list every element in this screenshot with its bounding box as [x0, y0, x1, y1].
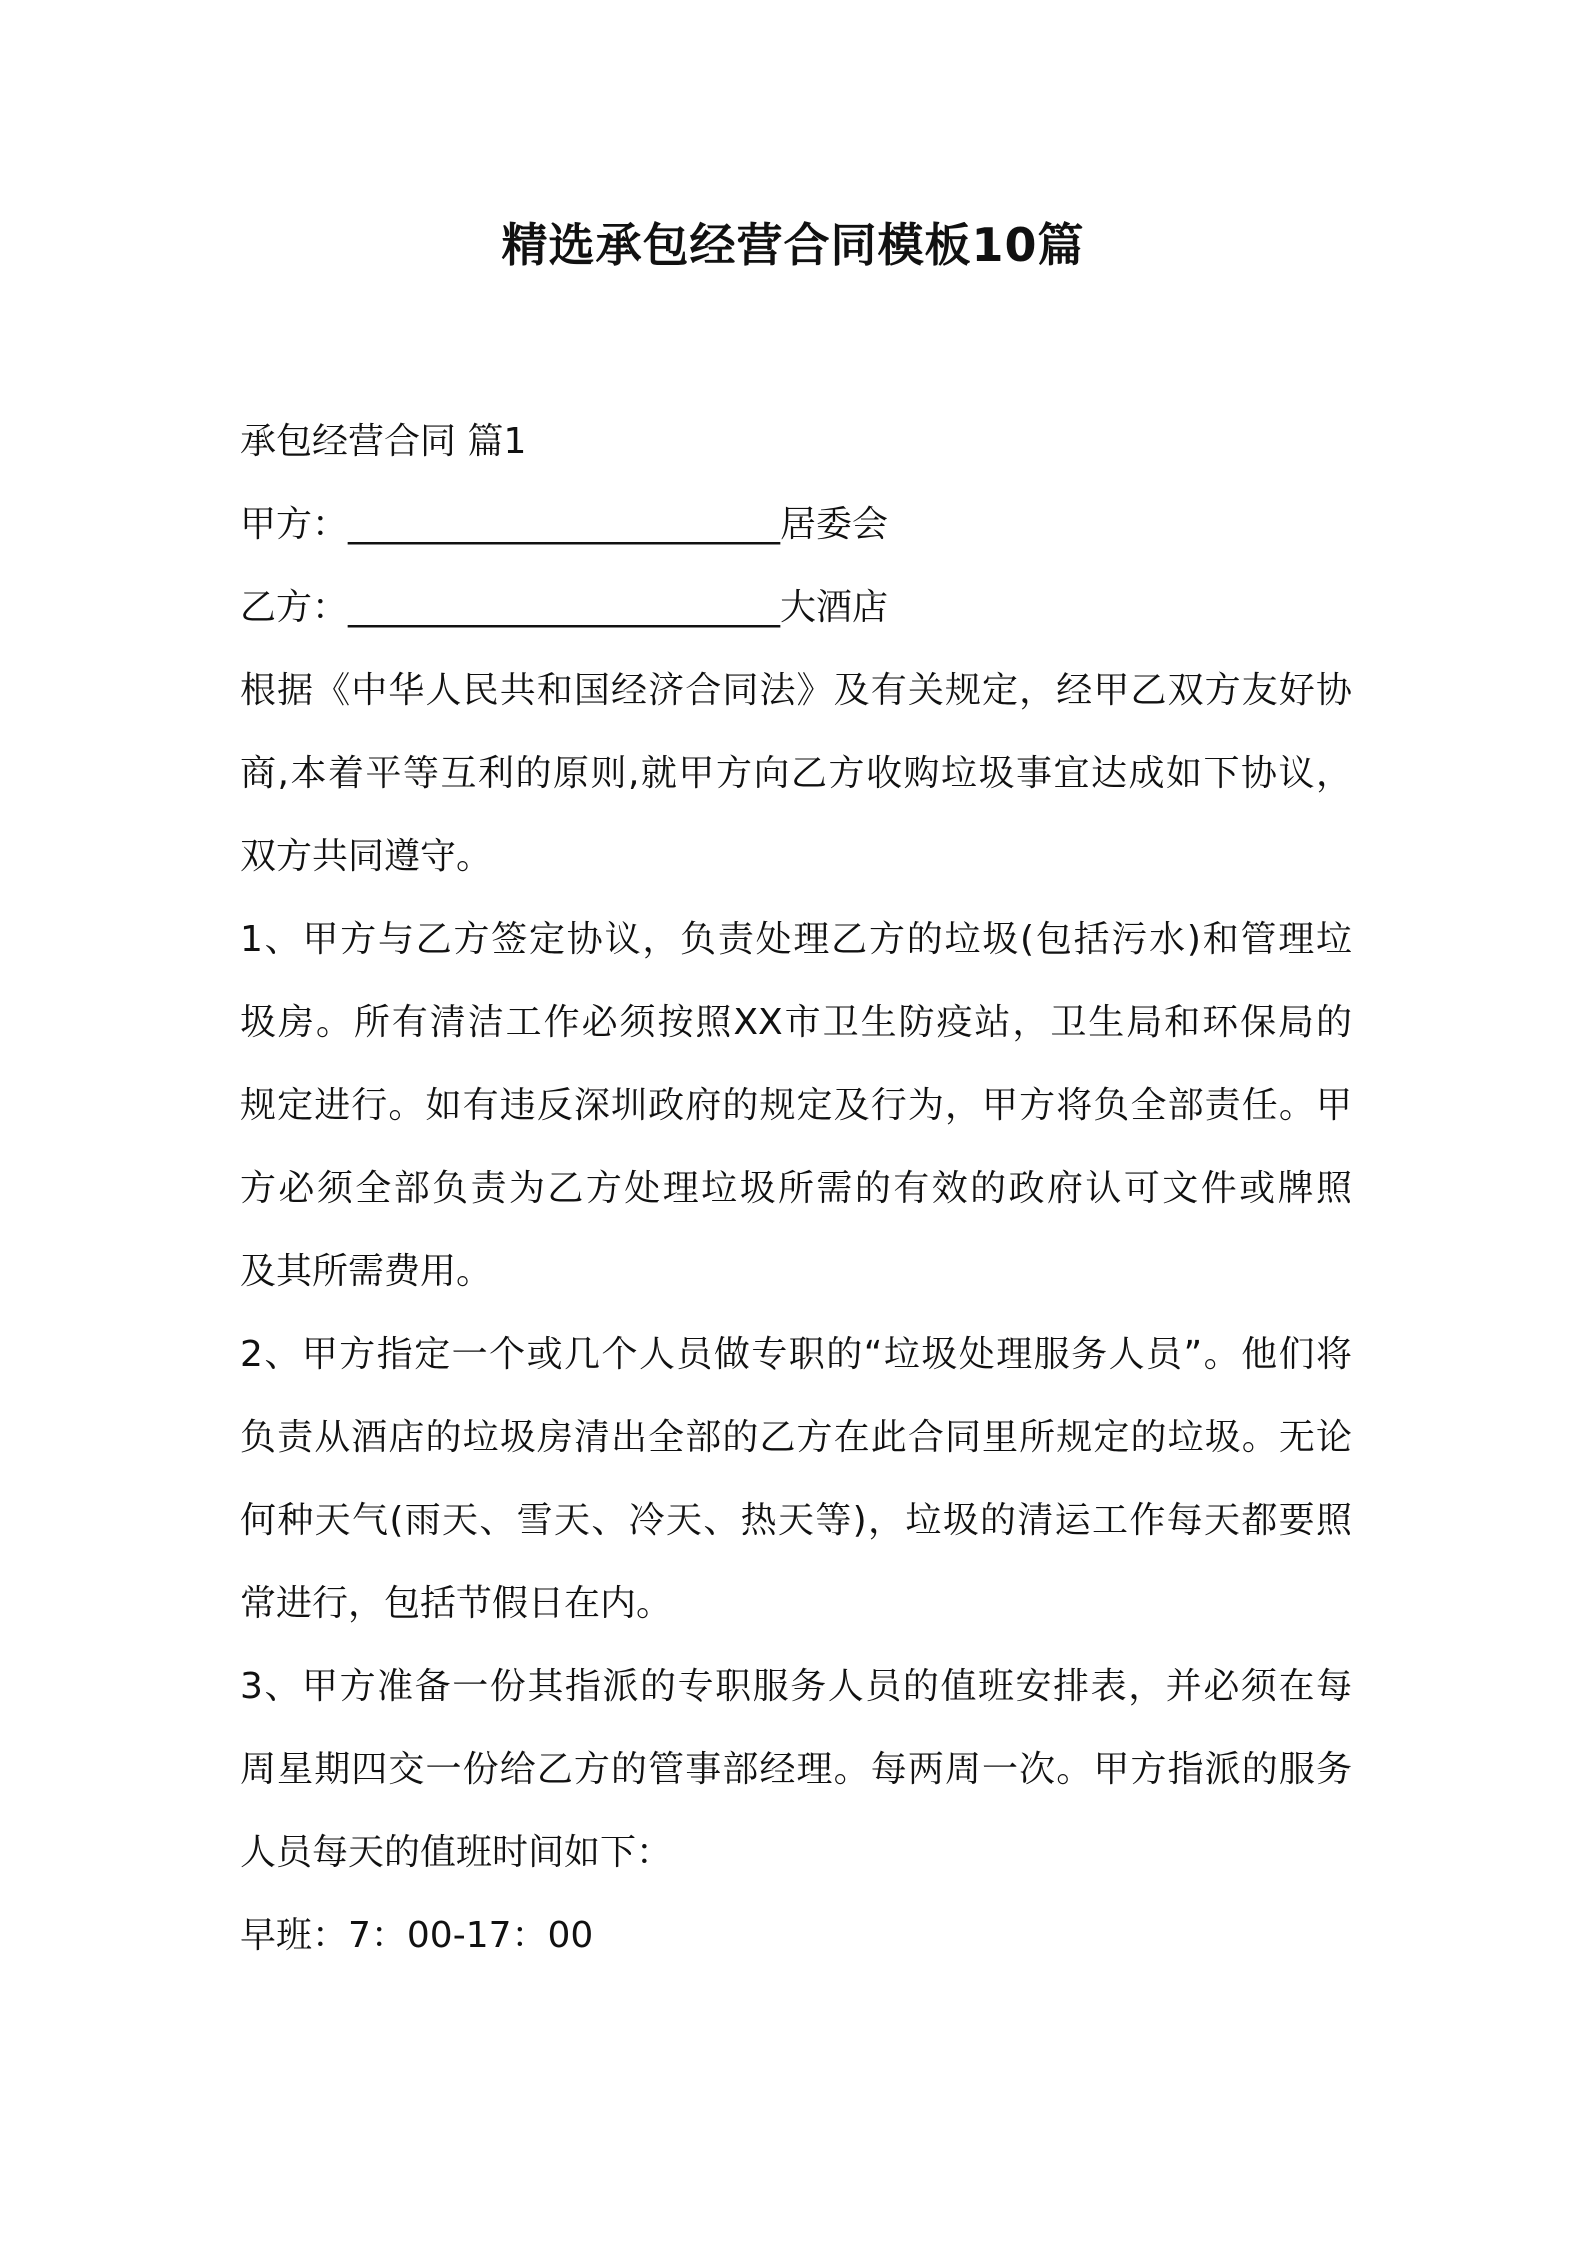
text-line: 承包经营合同 篇1: [240, 421, 527, 462]
text-line: 圾房。所有清洁工作必须按照XX市卫生防疫站，卫生局和环保局的: [240, 1002, 1352, 1043]
text-line: 商,本着平等互利的原则,就甲方向乙方收购垃圾事宜达成如下协议，: [240, 753, 1352, 794]
document-body: [240, 400, 1352, 1977]
text-line: 早班：7：00-17：00: [240, 1915, 594, 1956]
text-line: 1、甲方与乙方签定协议，负责处理乙方的垃圾(包括污水)和管理垃: [240, 919, 1352, 960]
text-line: 甲方：________________________居委会: [240, 504, 889, 545]
text-line: 2、甲方指定一个或几个人员做专职的“垃圾处理服务人员”。他们将: [240, 1334, 1352, 1375]
document-title: 精选承包经营合同模板10篇: [501, 218, 1085, 272]
text-line: 规定进行。如有违反深圳政府的规定及行为，甲方将负全部责任。甲: [240, 1085, 1352, 1126]
text-line: 人员每天的值班时间如下：: [240, 1832, 673, 1873]
text-line: 常进行，包括节假日在内。: [240, 1583, 673, 1624]
text-line: 乙方：________________________大酒店: [240, 587, 889, 628]
text-line: 双方共同遵守。: [240, 836, 493, 877]
text-line: 3、甲方准备一份其指派的专职服务人员的值班安排表，并必须在每: [240, 1666, 1352, 1707]
text-line: 方必须全部负责为乙方处理垃圾所需的有效的政府认可文件或牌照: [240, 1168, 1352, 1209]
text-line: 周星期四交一份给乙方的管事部经理。每两周一次。甲方指派的服务: [240, 1749, 1352, 1790]
text-line: 何种天气(雨天、雪天、冷天、热天等)，垃圾的清运工作每天都要照: [240, 1500, 1352, 1541]
text-line: 及其所需费用。: [240, 1251, 493, 1292]
text-line: 根据《中华人民共和国经济合同法》及有关规定，经甲乙双方友好协: [240, 670, 1352, 711]
text-line: 负责从酒店的垃圾房清出全部的乙方在此合同里所规定的垃圾。无论: [240, 1417, 1352, 1458]
